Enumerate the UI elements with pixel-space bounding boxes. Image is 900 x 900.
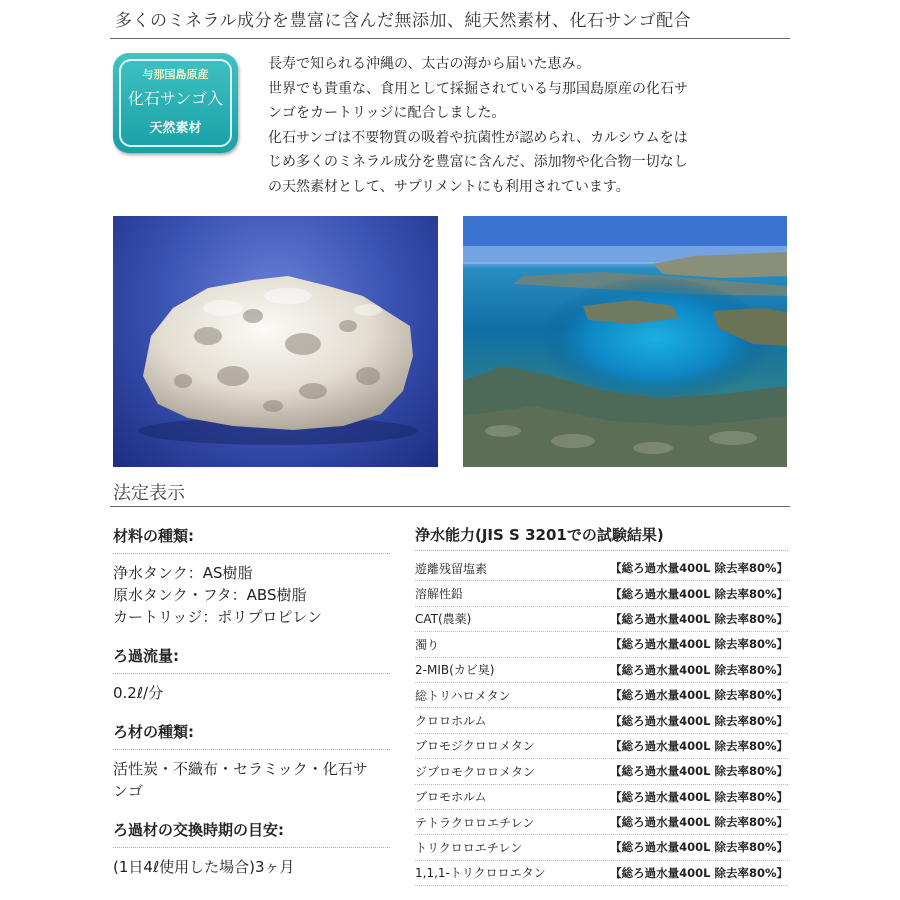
filter-media-line: ンゴ bbox=[113, 782, 144, 800]
legal-divider bbox=[110, 506, 790, 507]
intro-paragraph bbox=[268, 52, 788, 199]
removal-result: 【総ろ過水量400L 除去率80%】 bbox=[610, 561, 788, 576]
filter-media-list bbox=[113, 750, 390, 814]
removal-result: 【総ろ過水量400L 除去率80%】 bbox=[610, 662, 788, 677]
materials-list bbox=[113, 554, 390, 640]
substance-name: 2-MIB(カビ臭) bbox=[415, 663, 495, 678]
intro-line: 長寿で知られる沖縄の、太古の海から届いた恵み。 bbox=[268, 56, 591, 72]
substance-name: テトラクロロエチレン bbox=[415, 815, 535, 830]
removal-result: 【総ろ過水量400L 除去率80%】 bbox=[610, 789, 788, 804]
performance-heading: 浄水能力(JIS S 3201での試験結果) bbox=[415, 520, 788, 551]
removal-result: 【総ろ過水量400L 除去率80%】 bbox=[610, 611, 788, 626]
substance-name: 1,1,1-トリクロロエタン bbox=[415, 866, 546, 881]
badge-natural-label: 天然素材 bbox=[149, 121, 202, 136]
substance-name: クロロホルム bbox=[415, 714, 487, 729]
headline-divider bbox=[110, 38, 790, 39]
performance-row bbox=[415, 810, 788, 835]
performance-row bbox=[415, 861, 788, 886]
substance-name: ブロモジクロロメタン bbox=[415, 739, 535, 754]
substance-name: 総トリハロメタン bbox=[415, 688, 511, 703]
intro-line: じめ多くのミネラル成分を豊富に含んだ、添加物や化合物一切なし bbox=[268, 154, 688, 170]
performance-row bbox=[415, 607, 788, 632]
removal-result: 【総ろ過水量400L 除去率80%】 bbox=[610, 764, 788, 779]
intro-line: ンゴをカートリッジに配合しました。 bbox=[268, 105, 506, 121]
removal-result: 【総ろ過水量400L 除去率80%】 bbox=[610, 738, 788, 753]
removal-result: 【総ろ過水量400L 除去率80%】 bbox=[610, 840, 788, 855]
intro-line: 化石サンゴは不要物質の吸着や抗菌性が認められ、カルシウムをは bbox=[268, 129, 688, 146]
performance-row bbox=[415, 785, 788, 810]
filter-media-heading: ろ材の種類: bbox=[113, 716, 390, 750]
substance-name: ジブロモクロロメタン bbox=[415, 764, 536, 779]
performance-column bbox=[415, 520, 788, 886]
fossil-coral-badge bbox=[113, 53, 238, 153]
headline: 多くのミネラル成分を豊富に含んだ無添加、純天然素材、化石サンゴ配合 bbox=[115, 11, 692, 31]
removal-result: 【総ろ過水量400L 除去率80%】 bbox=[610, 637, 788, 652]
substance-name: 溶解性鉛 bbox=[415, 587, 464, 602]
performance-row bbox=[415, 759, 788, 784]
removal-result: 【総ろ過水量400L 除去率80%】 bbox=[610, 815, 788, 830]
substance-name: トリクロロエチレン bbox=[415, 840, 523, 855]
performance-row bbox=[415, 632, 788, 657]
okinawa-sea-illustration bbox=[463, 216, 787, 467]
intro-line: 世界でも貴重な、食用として採掘されている与那国島原産の化石サ bbox=[268, 80, 688, 97]
flow-heading: ろ過流量: bbox=[113, 640, 390, 674]
performance-row bbox=[415, 708, 788, 733]
materials-heading: 材料の種類: bbox=[113, 520, 390, 554]
filter-media-line: 活性炭・不織布・セラミック・化石サ bbox=[113, 760, 368, 778]
substance-name: 濁り bbox=[415, 637, 440, 652]
performance-row bbox=[415, 556, 788, 581]
removal-result: 【総ろ過水量400L 除去率80%】 bbox=[610, 865, 788, 880]
legal-section-title: 法定表示 bbox=[113, 483, 185, 504]
fossil-coral-photo bbox=[113, 216, 438, 467]
replacement-heading: ろ過材の交換時期の目安: bbox=[113, 814, 390, 848]
performance-row bbox=[415, 658, 788, 683]
badge-origin-label: 与那国島原産 bbox=[142, 68, 209, 81]
performance-row bbox=[415, 683, 788, 708]
performance-table bbox=[415, 556, 788, 886]
okinawa-sea-photo bbox=[463, 216, 787, 467]
performance-row bbox=[415, 581, 788, 606]
material-item: カートリッジ：ポリプロピレン bbox=[113, 608, 323, 626]
material-item: 原水タンク・フタ：ABS樹脂 bbox=[113, 586, 307, 604]
substance-name: CAT(農薬) bbox=[415, 612, 472, 627]
material-item: 浄水タンク：AS樹脂 bbox=[113, 564, 253, 582]
replacement-value: (1日4ℓ使用した場合)3ヶ月 bbox=[113, 858, 295, 876]
flow-value: 0.2ℓ/分 bbox=[113, 684, 164, 702]
substance-name: 遊離残留塩素 bbox=[415, 561, 488, 576]
substance-name: ブロモホルム bbox=[415, 790, 487, 805]
removal-result: 【総ろ過水量400L 除去率80%】 bbox=[610, 713, 788, 728]
removal-result: 【総ろ過水量400L 除去率80%】 bbox=[610, 688, 788, 703]
intro-line: の天然素材として、サプリメントにも利用されています。 bbox=[268, 178, 630, 195]
badge-coral-label: 化石サンゴ入 bbox=[127, 89, 224, 108]
performance-row bbox=[415, 734, 788, 759]
legal-specs-column bbox=[113, 520, 390, 890]
removal-result: 【総ろ過水量400L 除去率80%】 bbox=[610, 586, 788, 601]
fossil-coral-illustration bbox=[113, 216, 438, 467]
performance-row bbox=[415, 835, 788, 860]
